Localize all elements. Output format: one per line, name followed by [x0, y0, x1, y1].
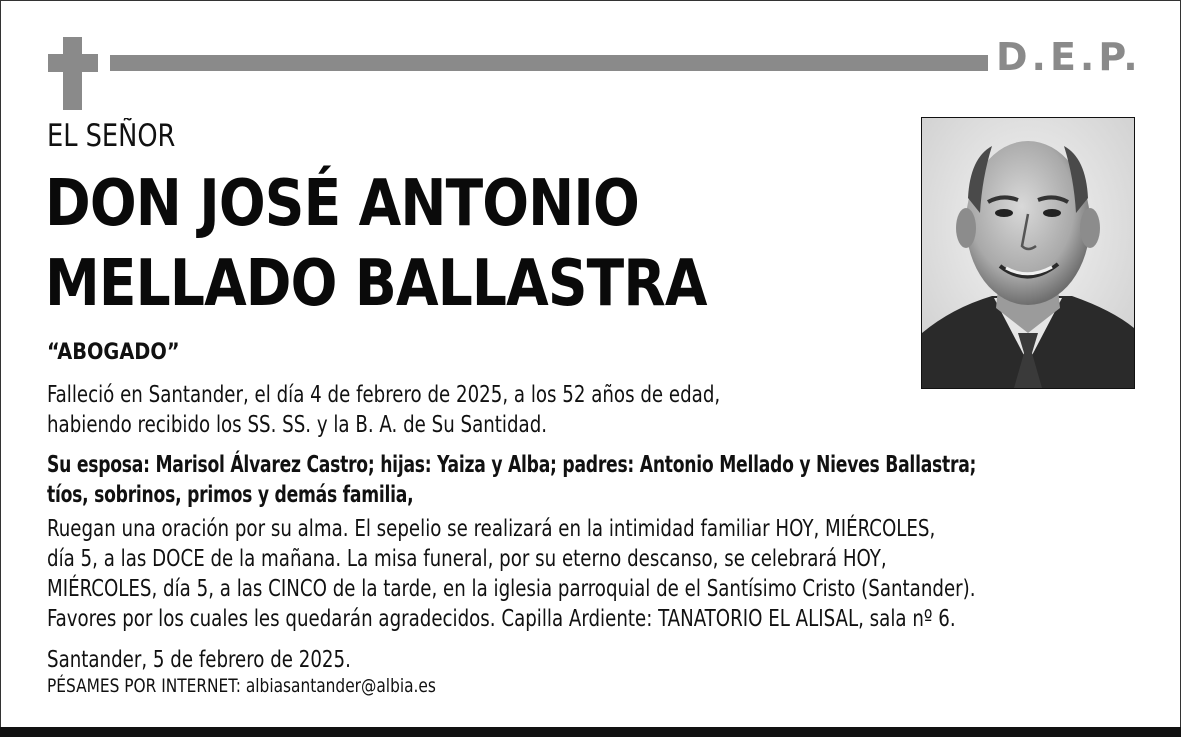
family-list [47, 450, 976, 510]
deceased-title: EL SEÑOR [47, 118, 176, 154]
deceased-name-line-1: DON JOSÉ ANTONIO [45, 167, 639, 241]
family-line: Su esposa: Marisol Álvarez Castro; hijas: Yaiza y Alba; padres: Antonio Mellado y Nieves Ballastra; [47, 452, 977, 478]
death-notice [47, 380, 720, 440]
service-info-line: MIÉRCOLES, día 5, a las CINCO de la tarde, en la iglesia parroquial de el Santísimo Cristo (Santander). [47, 576, 976, 602]
service-info [47, 514, 976, 634]
deceased-name-line-2: MELLADO BALLASTRA [45, 247, 707, 321]
family-line: tíos, sobrinos, primos y demás familia, [47, 482, 414, 508]
header-rule [110, 55, 988, 71]
bottom-rule [0, 727, 1181, 737]
cross-horizontal-bar [48, 54, 98, 72]
service-info-line: Favores por los cuales les quedarán agradecidos. Capilla Ardiente: TANATORIO EL ALISAL, sala nº 6. [47, 606, 956, 632]
place-date: Santander, 5 de febrero de 2025. [47, 647, 351, 673]
portrait-image [922, 118, 1134, 388]
dep-label: D.E.P. [996, 35, 1142, 79]
service-info-line: Ruegan una oración por su alma. El sepelio se realizará en la intimidad familiar HOY, MIÉRCOLES, [47, 516, 936, 542]
service-info-line: día 5, a las DOCE de la mañana. La misa funeral, por su eterno descanso, se celebrará HOY, [47, 546, 887, 572]
deceased-profession: “ABOGADO” [47, 340, 180, 365]
death-notice-line: Falleció en Santander, el día 4 de febrero de 2025, a los 52 años de edad, [47, 382, 721, 408]
death-notice-line: habiendo recibido los SS. SS. y la B. A. de Su Santidad. [47, 412, 548, 438]
deceased-photo [921, 117, 1135, 389]
cross-vertical-bar [63, 37, 82, 110]
condolences-email: PÉSAMES POR INTERNET: albiasantander@albia.es [47, 675, 436, 697]
